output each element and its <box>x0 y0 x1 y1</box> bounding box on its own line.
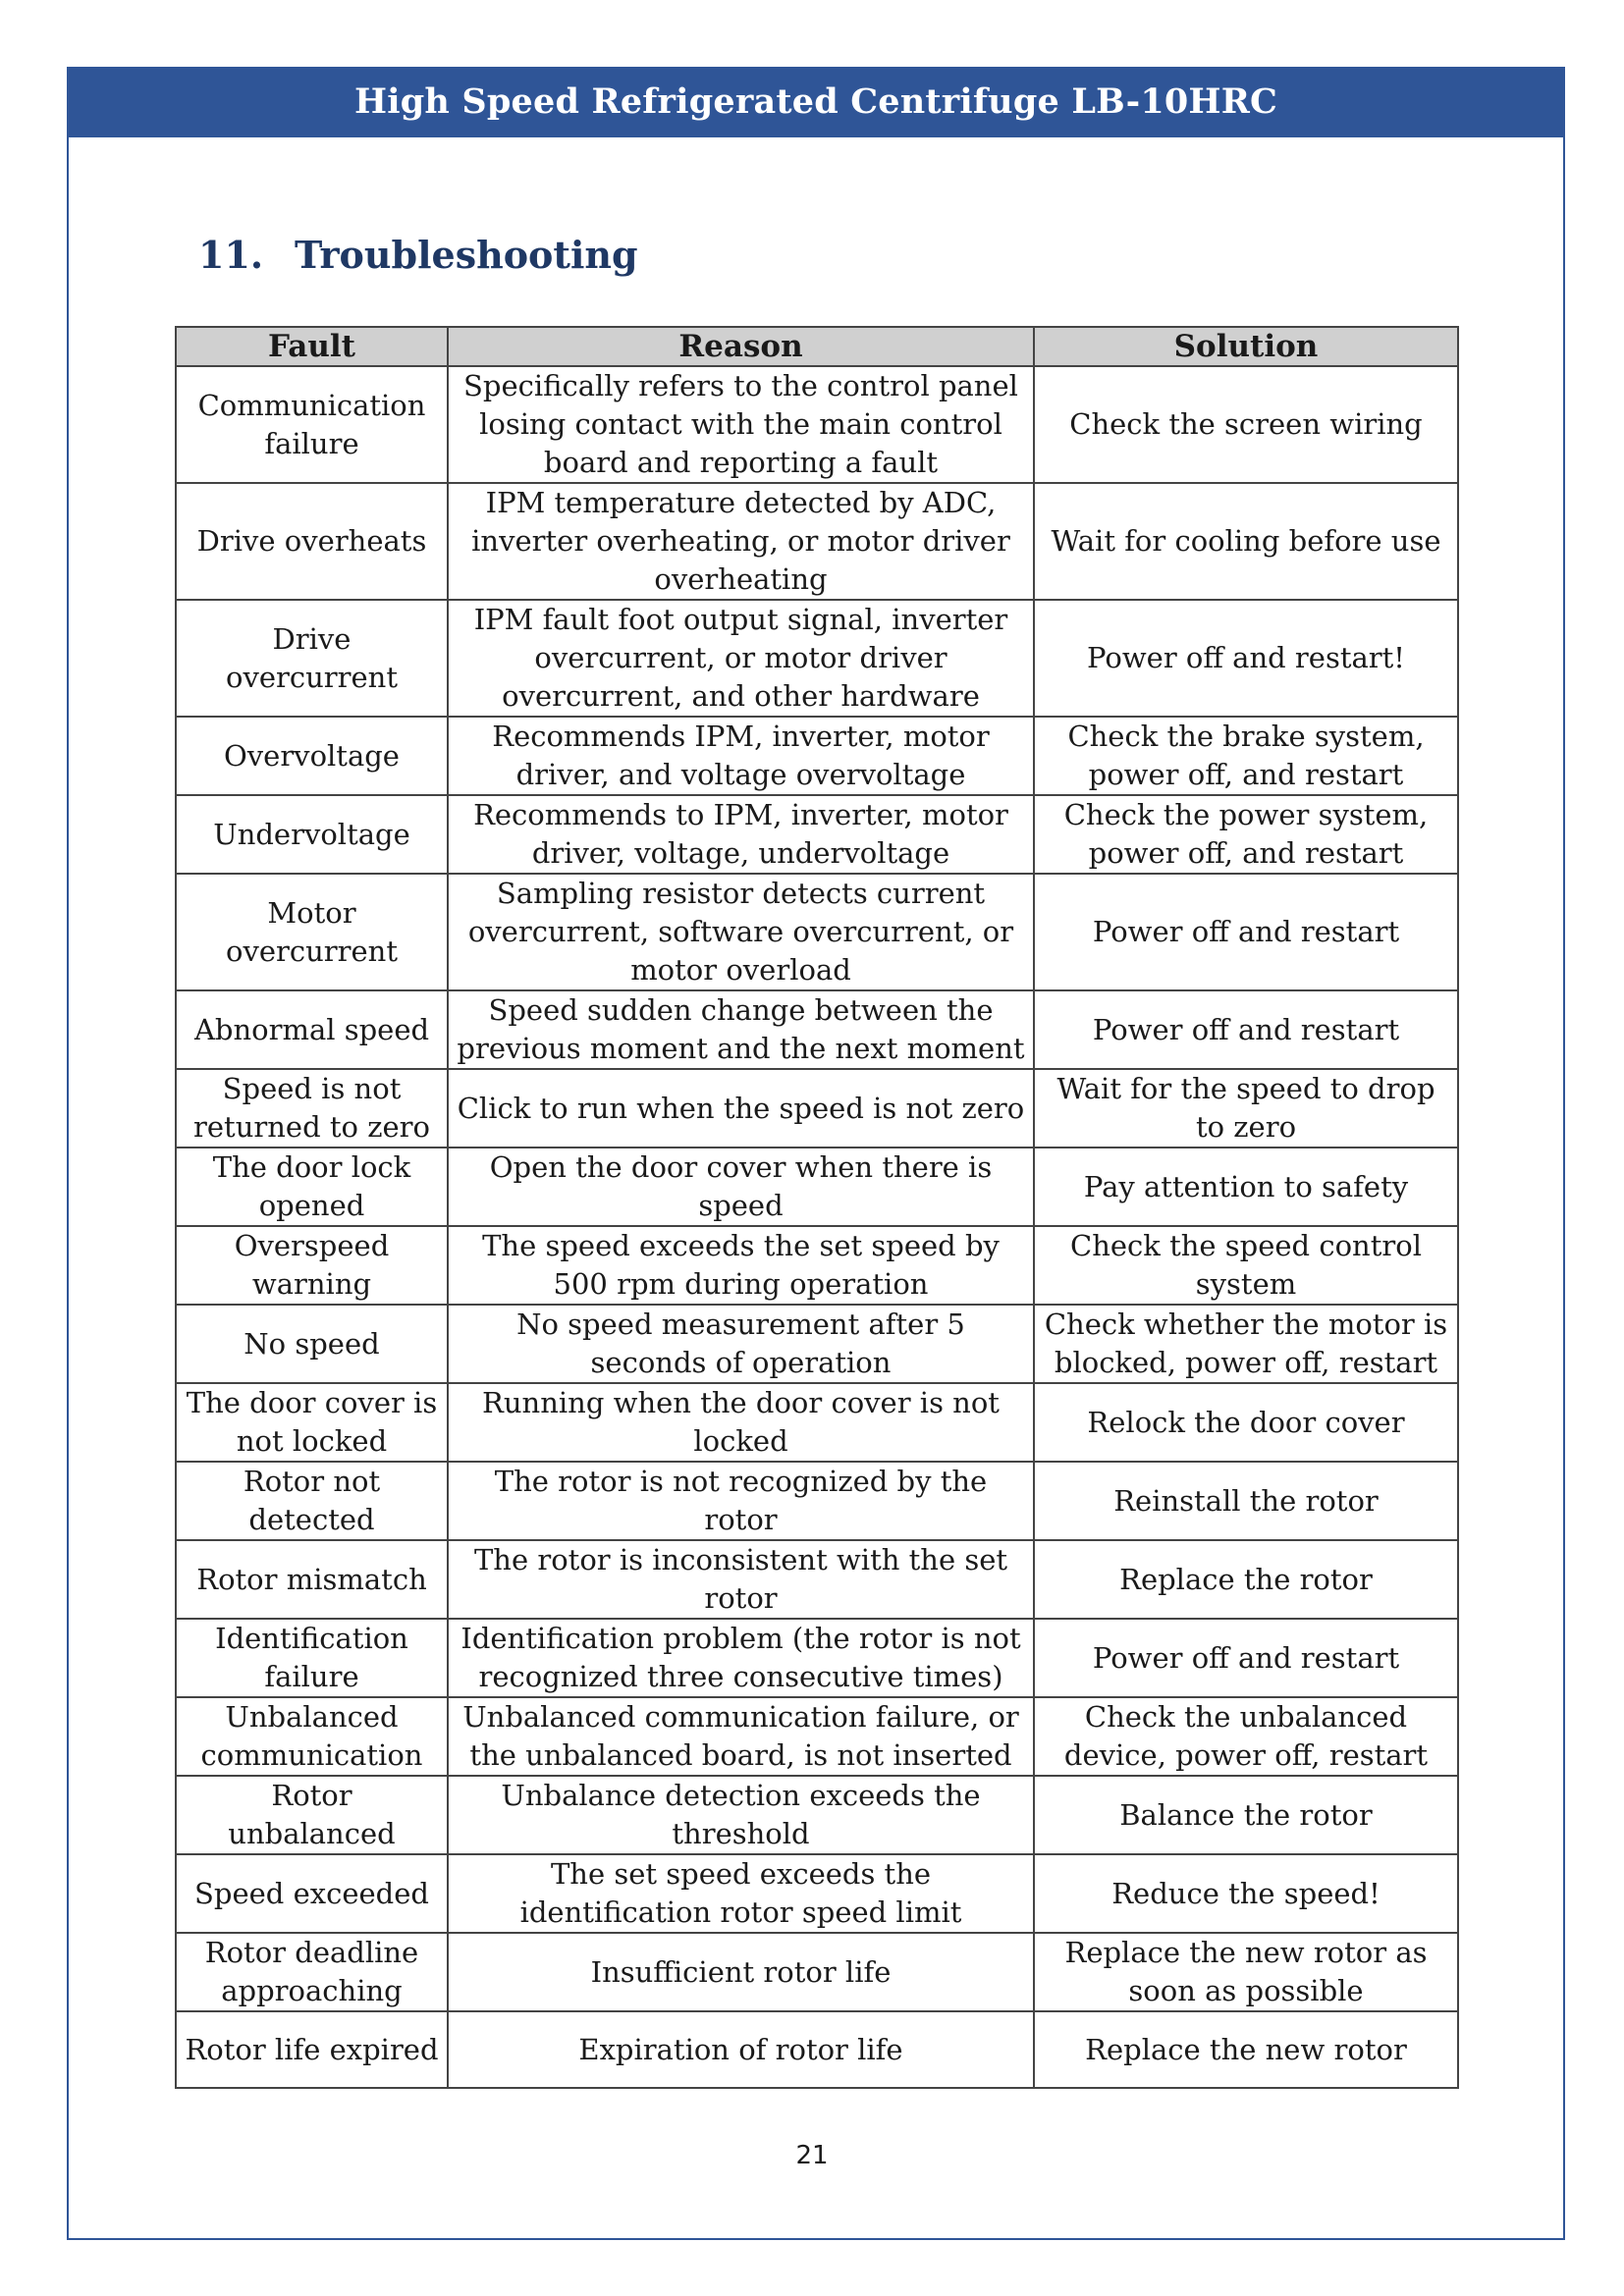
table-row <box>176 795 1458 874</box>
table-row <box>176 1776 1458 1854</box>
solution-cell: Replace the rotor <box>1034 1540 1458 1619</box>
reason-cell: Recommends IPM, inverter, motor driver, and voltage overvoltage <box>448 717 1034 795</box>
troubleshooting-table <box>175 326 1459 2089</box>
fault-cell: Rotor mismatch <box>176 1540 448 1619</box>
document-header <box>67 67 1565 137</box>
solution-cell: Power off and restart <box>1034 990 1458 1069</box>
solution-cell: Reduce the speed! <box>1034 1854 1458 1933</box>
table-row <box>176 1383 1458 1462</box>
table-row <box>176 990 1458 1069</box>
reason-cell: IPM temperature detected by ADC, inverter overheating, or motor driver overheating <box>448 483 1034 600</box>
fault-cell: Identification failure <box>176 1619 448 1697</box>
page-number: 21 <box>795 2141 829 2170</box>
fault-cell: Undervoltage <box>176 795 448 874</box>
column-header-fault: Fault <box>176 327 448 366</box>
solution-cell: Check the screen wiring <box>1034 366 1458 483</box>
solution-cell: Replace the new rotor as soon as possible <box>1034 1933 1458 2011</box>
fault-cell: Overspeed warning <box>176 1226 448 1305</box>
table-row <box>176 717 1458 795</box>
fault-cell: Drive overcurrent <box>176 600 448 717</box>
reason-cell: The set speed exceeds the identification rotor speed limit <box>448 1854 1034 1933</box>
table-row <box>176 1933 1458 2011</box>
table-row <box>176 1540 1458 1619</box>
reason-cell: Sampling resistor detects current overcurrent, software overcurrent, or motor overload <box>448 874 1034 990</box>
fault-cell: The door lock opened <box>176 1148 448 1226</box>
table-row <box>176 600 1458 717</box>
reason-cell: The rotor is not recognized by the rotor <box>448 1462 1034 1540</box>
reason-cell: Insufficient rotor life <box>448 1933 1034 2011</box>
reason-cell: Recommends to IPM, inverter, motor driver, voltage, undervoltage <box>448 795 1034 874</box>
reason-cell: The speed exceeds the set speed by 500 rpm during operation <box>448 1226 1034 1305</box>
fault-cell: Unbalanced communication <box>176 1697 448 1776</box>
reason-cell: Running when the door cover is not locked <box>448 1383 1034 1462</box>
document-title: High Speed Refrigerated Centrifuge LB-10HRC <box>353 81 1278 122</box>
fault-cell: Motor overcurrent <box>176 874 448 990</box>
table-row <box>176 1148 1458 1226</box>
solution-cell: Power off and restart <box>1034 874 1458 990</box>
table-row <box>176 1462 1458 1540</box>
column-header-solution: Solution <box>1034 327 1458 366</box>
fault-cell: No speed <box>176 1305 448 1383</box>
section-heading <box>198 233 638 277</box>
fault-cell: Rotor unbalanced <box>176 1776 448 1854</box>
fault-cell: Communication failure <box>176 366 448 483</box>
section-title: Troubleshooting <box>295 233 638 277</box>
fault-cell: The door cover is not locked <box>176 1383 448 1462</box>
fault-cell: Rotor deadline approaching <box>176 1933 448 2011</box>
fault-cell: Rotor not detected <box>176 1462 448 1540</box>
reason-cell: Unbalanced communication failure, or the unbalanced board, is not inserted <box>448 1697 1034 1776</box>
table-row <box>176 1069 1458 1148</box>
table-row <box>176 1305 1458 1383</box>
reason-cell: Open the door cover when there is speed <box>448 1148 1034 1226</box>
fault-cell: Drive overheats <box>176 483 448 600</box>
reason-cell: The rotor is inconsistent with the set rotor <box>448 1540 1034 1619</box>
table-row <box>176 1226 1458 1305</box>
table-row <box>176 483 1458 600</box>
table-row <box>176 874 1458 990</box>
reason-cell: No speed measurement after 5 seconds of operation <box>448 1305 1034 1383</box>
solution-cell: Power off and restart! <box>1034 600 1458 717</box>
column-header-reason: Reason <box>448 327 1034 366</box>
fault-cell: Speed exceeded <box>176 1854 448 1933</box>
solution-cell: Check the unbalanced device, power off, restart <box>1034 1697 1458 1776</box>
solution-cell: Pay attention to safety <box>1034 1148 1458 1226</box>
table-row <box>176 1619 1458 1697</box>
solution-cell: Wait for the speed to drop to zero <box>1034 1069 1458 1148</box>
table-header-row <box>176 327 1458 366</box>
solution-cell: Check the brake system, power off, and restart <box>1034 717 1458 795</box>
table-row <box>176 366 1458 483</box>
reason-cell: Identification problem (the rotor is not recognized three consecutive times) <box>448 1619 1034 1697</box>
solution-cell: Reinstall the rotor <box>1034 1462 1458 1540</box>
solution-cell: Check whether the motor is blocked, power off, restart <box>1034 1305 1458 1383</box>
reason-cell: Speed sudden change between the previous moment and the next moment <box>448 990 1034 1069</box>
fault-cell: Overvoltage <box>176 717 448 795</box>
reason-cell: Unbalance detection exceeds the threshold <box>448 1776 1034 1854</box>
table-row <box>176 1697 1458 1776</box>
table-row <box>176 1854 1458 1933</box>
solution-cell: Check the power system, power off, and restart <box>1034 795 1458 874</box>
solution-cell: Balance the rotor <box>1034 1776 1458 1854</box>
reason-cell: IPM fault foot output signal, inverter overcurrent, or motor driver overcurrent, and other hardware <box>448 600 1034 717</box>
solution-cell: Wait for cooling before use <box>1034 483 1458 600</box>
fault-cell: Abnormal speed <box>176 990 448 1069</box>
section-number: 11. <box>198 233 264 277</box>
fault-cell: Speed is not returned to zero <box>176 1069 448 1148</box>
reason-cell: Click to run when the speed is not zero <box>448 1069 1034 1148</box>
reason-cell: Expiration of rotor life <box>448 2011 1034 2088</box>
solution-cell: Check the speed control system <box>1034 1226 1458 1305</box>
solution-cell: Relock the door cover <box>1034 1383 1458 1462</box>
fault-cell: Rotor life expired <box>176 2011 448 2088</box>
table-row <box>176 2011 1458 2088</box>
solution-cell: Power off and restart <box>1034 1619 1458 1697</box>
solution-cell: Replace the new rotor <box>1034 2011 1458 2088</box>
reason-cell: Specifically refers to the control panel losing contact with the main control board and reporting a fault <box>448 366 1034 483</box>
